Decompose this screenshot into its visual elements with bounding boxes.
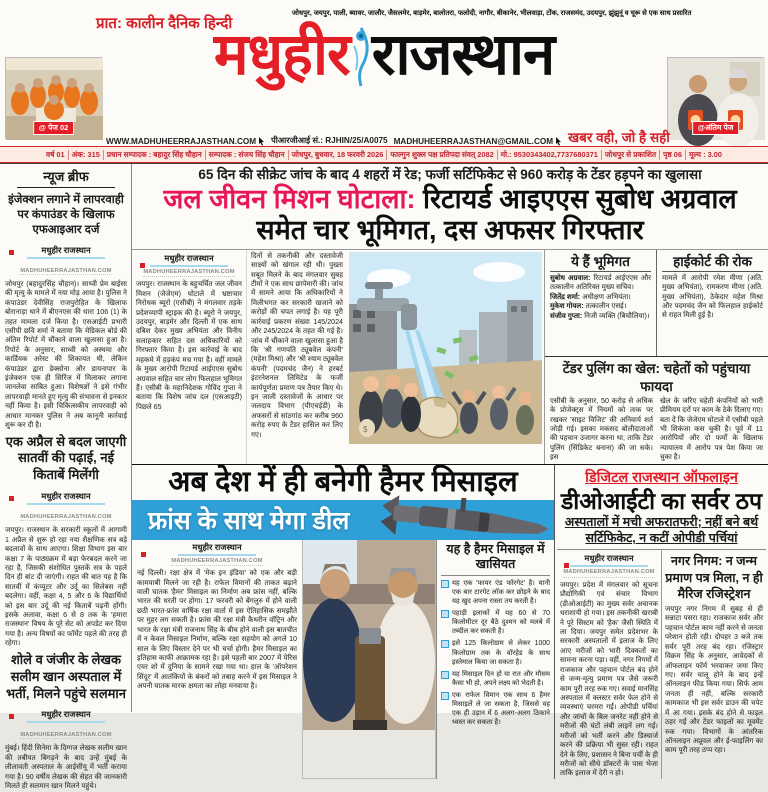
scam-cartoon <box>347 250 544 464</box>
brief-1-headline: इंजेक्शन लगाने में लापरवाही पर कंपाउंडर के खिलाफ एफआइआर दर्ज <box>8 194 124 236</box>
missile-text-column <box>132 540 302 779</box>
svg-text:$: $ <box>363 424 368 434</box>
byline-name: मधुहीर राजस्थान <box>27 245 104 259</box>
info-date: जोधपुर, बुधवार, 18 फरवरी 2026 <box>289 150 388 160</box>
byline-red-square <box>9 496 14 501</box>
feature-item: यह मिसाइल दिन हो या रात और मौसम कैसा भी हो, अपने लक्ष्य को भेदती है। <box>441 670 550 688</box>
left-photo-page-badge: @ पेज 02 <box>33 121 75 135</box>
masthead-subline <box>106 124 670 146</box>
byline-name: मधुहीर राजस्थान <box>178 542 255 556</box>
byline <box>5 704 127 741</box>
main-story-column-2 <box>246 250 347 464</box>
byline-site: MADHUHEERRAJASTHAN.COM <box>20 267 112 274</box>
website-text: WWW.MADHUHEERRAJASTHAN.COM <box>106 137 265 146</box>
byline-site: MADHUHEERRAJASTHAN.COM <box>20 732 112 739</box>
byline-red-square <box>9 250 14 255</box>
brief-article-1 <box>5 190 127 431</box>
missile-subheadline: फ्रांस के साथ मेगा डील <box>148 506 350 535</box>
bottom-section <box>132 464 768 779</box>
slogan: खबर वही, जो है सही <box>568 130 670 145</box>
main-story-body-row <box>132 249 768 464</box>
brief-article-2 <box>5 431 127 649</box>
highcourt-box-title: हाईकोर्ट की रोक <box>662 252 763 272</box>
byline <box>5 486 127 523</box>
doit-kicker: डिजिटल राजस्थान ऑफलाइन <box>585 469 738 486</box>
byline-name: मधुहीर राजस्थान <box>27 709 104 723</box>
byline-site: MADHUHEERRAJASTHAN.COM <box>171 558 262 567</box>
masthead-tagline: प्रात: कालीन दैनिक हिन्दी <box>96 15 233 32</box>
missile-features-box <box>436 540 554 779</box>
news-brief-sidebar <box>0 164 132 791</box>
byline-name: मधुहीर राजस्थान <box>570 553 647 567</box>
tender-pooling-box <box>545 356 768 464</box>
byline-red-square <box>140 263 145 268</box>
main-story-column-1 <box>132 250 246 464</box>
hammer-missile-illustration <box>371 496 556 548</box>
info-editor: सम्पादक : संजय सिंह चौहान <box>206 150 289 160</box>
leaders-meeting-photo-illustration <box>303 540 435 730</box>
byline-site: MADHUHEERRAJASTHAN.COM <box>20 514 112 521</box>
brief-3-headline: शोले व जंजीर के लेखक सलीम खान अस्पताल में भर्ती, मिलने पहुंचे सलमान <box>5 651 127 701</box>
info-chief-editor: प्रधान सम्पादक : बहादुर सिंह चौहान <box>104 150 206 160</box>
main-story-kicker: 65 दिन की सीक्रेट जांच के बाद 4 शहरों में रेड; फर्जी सर्टिफिकेट से 960 करोड़ के टेंडर हड़पने का खुलासा <box>198 167 702 182</box>
info-published-from: जोधपुर से प्रकाशित <box>602 150 660 160</box>
info-price: मूल्य : 3.00 <box>688 149 723 159</box>
underground-item: मुकेश गोयल: तत्कालीन एसई। <box>550 302 627 311</box>
features-title: यह है हैमर मिसाइल में खासियत <box>441 542 550 576</box>
brief-2-body: जयपुर। राजस्थान के सरकारी स्कूलों में आगामी 1 अप्रैल से शुरू हो रहा नया शैक्षणिक सत्र बड़े बदलावों के साथ आएगा। शिक्षा विभाग इस बार कक्षा 7 के पाठ्यक्रम में बड़ा फेरबदल करने जा रहा है, जिसकी संशोधित पुस्तकें सत्र के पहले दिन ही बांट दी जाएंगी। राहत की बात यह है कि सातवीं में कंप्यूटर और उर्दू का सिलेबस नहीं बदलेगा। वहीं, कक्षा 4, 5 और 6 के विद्यार्थियों को इस बार उर्दू की नई किताबें पढ़नी होंगी। इसके अलावा, कक्षा 6 से 8 तक के 'हमारा राजस्थान' विषय के पूरे सेट को अपडेट कर दिया गया है। अन्य विषयों का फॉर्मेट पहले की तरह ही रहेगा। <box>5 526 127 648</box>
edition-info-bar <box>0 146 768 163</box>
tender-col-1: एसीबी के अनुसार, 50 करोड़ से अधिक के प्रोजेक्ट्स में नियमों को ताक पर रखकर 'साइट विजिट' की अनिवार्य शर्त जोड़ी गई। इसका मकसद बोलीदाताओं की पहचान उजागर करना था, ताकि टेंडर पुलिंग (सिंडिकेट बनाना) की जा सके। इस <box>550 396 653 462</box>
brief-article-3 <box>5 649 127 792</box>
missile-headline: अब देश में ही बनेगी हैमर मिसाइल <box>168 465 518 498</box>
info-issue: अंक: 315 <box>69 150 104 160</box>
info-mobile: मो.: 9530343402,7737680371 <box>498 150 602 160</box>
highcourt-box-body: मामले में आरोपी रमेश मीणा (अति. मुख्य अभियंता), रामकरण मीणा (अति. मुख्य अभियंता), ठेकेदार महेश मिश्रा और पदमचंद जैन को फिलहाल हाईकोर्ट से राहत मिली हुई है। <box>662 273 763 320</box>
info-samvat: फाल्गुन शुक्ल पक्ष प्रतिपदा संवत् 2082 <box>387 150 497 160</box>
underground-item: सुबोध अग्रवाल: रिटायर्ड आईएएस और तत्कालीन अतिरिक्त मुख्य सचिव। <box>550 273 651 292</box>
info-volume: वर्ष 01 <box>43 150 69 160</box>
underground-item: जितेंद्र शर्मा: अधीक्षण अभियंता। <box>550 292 631 301</box>
masthead <box>0 0 768 164</box>
byline <box>5 240 127 277</box>
right-photo-page-badge: @अंतिम पेज <box>692 121 740 135</box>
doit-column-1 <box>557 550 661 778</box>
news-brief-header: न्यूज ब्रीफ <box>17 166 115 188</box>
main-story-col1-text: जयपुर। राजस्थान के बहुचर्चित जल जीवन मिशन (जेजेएम) घोटाले में भ्रष्टाचार निरोधक ब्यूरो (एसीबी) ने मंगलवार तड़के प्रदेशव्यापी स्ट्राइक की है। ब्यूरो ने जयपुर, उदयपुर, बाड़मेर और दिल्ली में एक साथ दबिश देकर मुख्य अभियंता और विनीय सलाहकार सहित दस अधिकारियों को गिरफ्तार किया है। इस कार्रवाई के बाद महकमे में हड़कंप मच गया है। वहीं मामले के मुख्य आरोपी रिटायर्ड आईएएस सुबोध अग्रवाल सहित चार लोग फिलहाल भूमिगत हैं। एसीबी के महानिदेशक गोविंद गुप्ता ने बताया कि विशेष जांच दल (एसआइटी) पिछले 65 <box>136 280 242 411</box>
registration-number: पीआरजीआई सं.: RJHIN/25/A0075 <box>271 136 388 145</box>
tender-box-title: टेंडर पुलिंग का खेल: चहेतों को पहुंचाया फायदा <box>562 360 751 394</box>
side-box-row <box>545 250 768 356</box>
feature-item: यह एक 'फायर एंड फॉरगेट' है। यानी एक बार टारगेट लॉक कर छोड़ने के बाद यह खुद अपना रास्ता तय करती है। <box>441 579 550 606</box>
byline <box>560 553 658 578</box>
feature-item: एक राफेल विमान एक साथ 6 हैमर मिसाइलें ले जा सकता है, जिससे वह एक ही उड़ान में 6 अलग-अलग ठिकाने ध्वस्त कर सकता है। <box>441 691 550 727</box>
tender-box-columns <box>550 397 763 463</box>
underground-box <box>545 250 656 356</box>
masthead-right-photo <box>667 57 764 139</box>
headline-black-part: रिटायर्ड आइएएस सुबोध अग्रवाल समेत चार भूमिगत, दस अफसर गिरफ्तार <box>256 184 737 245</box>
water-tap-scam-cartoon-illustration <box>349 252 542 444</box>
underground-item: संजीव गुप्ता: निजी व्यक्ति (बिचौलिया)। <box>550 311 650 320</box>
brief-2-headline: एक अप्रैल से बदल जाएगी सातवीं की पढ़ाई, नई किताबें मिलेंगी <box>5 433 127 483</box>
email-text: MADHUHEERRAJASTHAN@GMAIL.COM <box>394 137 562 146</box>
feature-item: पहाड़ी इलाकों में यह 60 से 70 किलोमीटर दूर बैठे दुश्मन को मलबे में तब्दील कर सकती है। <box>441 609 550 636</box>
nagar-nigam-title: नगर निगम: न जन्म प्रमाण पत्र मिला, न ही मैरिज रजिस्ट्रेशन <box>665 554 763 601</box>
newspaper-title-red: मधुहीर <box>213 22 350 87</box>
main-story-side-boxes <box>544 250 768 464</box>
doit-headline: डीओआईटी का सर्वर ठप <box>560 487 763 514</box>
doit-columns <box>557 550 766 778</box>
doit-col1-text: जयपुर। प्रदेश में मंगलवार को सूचना प्रौद्योगिकी एवं संचार विभाग (डीओआईटी) का मुख्य सर्वर अचानक धराशायी हो गया। इस तकनीकी खराबी ने पूरे सिस्टम को 'हैक' जैसी स्थिति में ला दिया। जयपुर समेत प्रदेशभर के सरकारी अस्पतालों में इलाज के लिए आए मरीजों को भारी दिक्कतों का सामना करना पड़ा। वहीं, नगर निगमों में राजकाज और पहचान पोर्टल बंद होने से जन्म-मृत्यु प्रमाण पत्र जैसे जरूरी काम पूरी तरह रुक गए। सवाई मानसिंह अस्पताल में क्लस्टर सर्वर फेल होने से व्यवस्थाएं चरमरा गईं। ओपीडी पर्चियां और जांचों के बिल जनरेट नहीं होने से मरीजों की घंटों लंबी लाइनें लग गईं। मरीजों को भर्ती करने और डिस्चार्ज करने की प्रक्रिया भी सुस्त रही। राहत देने के लिए, प्रशासन ने बिना पर्ची के ही मरीजों को सीधे डॉक्टरों के पास भेजा ताकि इलाज में देरी न हो। <box>560 580 658 778</box>
info-pages: पृष्ठ 06 <box>660 150 686 160</box>
doit-column-2 <box>661 550 766 778</box>
main-story-col2-text: दिनों से तकनीकी और दस्तावेजी साक्ष्यों को खंगाल रही थी। पुख्ता सबूत मिलने के बाद मंगलवार सुबह टीमों ने एक साथ छापेमारी की। जांच में सामने आया कि अधिकारियों ने मिलीभगत कर सरकारी खजाने को करोड़ों की चपत लगाई है। यह पूरी कार्रवाई प्रकरण संख्या 145/2024 और 245/2024 के तहत की गई है। जांच में चौंकाने वाला खुलासा हुआ है कि 'श्री गणपति ट्यूबवेल कंपनी' (महेश मिश्रा) और 'श्री श्याम ट्यूबवेल कंपनी' (पदमचंद जैन) ने हरबर्ट इंटरनेशनल लिमिटेड के फर्जी कार्यपूर्णता प्रमाण पत्र तैयार किए थे। इन जाली दस्तावेजों के आधार पर जलदाय विभाग (पीएचईडी) के अफसरों से सांठगांठ कर करीब 960 करोड़ रुपए के टेंडर हासिल कर लिए गए। <box>251 251 343 439</box>
doit-subheadline: अस्पतालों में मची अफरातफरी; नहीं बने बर्थ सर्टिफिकेट, न कटीं ओपीडी पर्चियां <box>557 514 766 551</box>
byline-site: MADHUHEERRAJASTHAN.COM <box>143 269 234 278</box>
byline <box>137 542 297 567</box>
brief-3-body: मुंबई। हिंदी सिनेमा के दिग्गज लेखक सलीम खान की तबीयत बिगड़ने के बाद उन्हें मुंबई के लीलावती अस्पताल के आईसीयू में भर्ती कराया गया है। 90 वर्षीय लेखक की सेहत की जानकारी मिलते ही सलमान खान मिलने पहुंचे। <box>5 744 127 791</box>
brief-1-body: जोधपुर (बहादुरसिंह चौहान)। साध्वी प्रेम बाईसा की मृत्यु के मामले में नया मोड़ आया है। पुलिस ने कंपाउंडर देवीसिंह राजपुरोहित के खिलाफ बोरानाड़ा थाने में बीएनएस की धारा 106 (1) के तहत मामला दर्ज किया है। एसआईटी प्रभारी एसीपी छवि शर्मा ने बताया कि मेडिकल बोर्ड की अंतिम रिपोर्ट में चौंकाने वाला खुलासा हुआ है। रिपोर्ट के अनुसार, साध्वी को अस्थमा और कार्डियक अरेस्ट की शिकायत थी, लेकिन कंपाउंडर द्वारा डेक्सोना और डायनापार के इंजेक्शन एक ही सिरिंज में मिलाकर लगाना जानलेवा साबित हुआ। विशेषज्ञों ने इसे गंभीर लापरवाही मानते हुए मृत्यु की संभावना से इनकार नहीं किया है। इसी चिकित्सकीय लापरवाही को आधार मानकर पुलिस ने अब कानूनी कार्रवाई शुरू कर दी है। <box>5 279 127 430</box>
masthead-cities-line: जोधपुर, जयपुर, पाली, ब्यावर, जालौर, जैसलमेर, बाड़मेर, बालोतरा, फलोदी, नागौर, बीकानेर, भीलवाड़ा, टोंक, राजसमंद, उदयपुर, झुंझुनूं व चूरू से एक साथ प्रसारित <box>292 10 692 17</box>
byline-red-square <box>564 563 569 568</box>
main-area <box>132 164 768 778</box>
cursor-icon <box>555 137 562 146</box>
page-body <box>0 164 768 791</box>
feature-item: इसे 125 किलोग्राम से लेकर 1000 किलोग्राम तक के वॉरहेड के साथ इस्तेमाल किया जा सकता है। <box>441 639 550 666</box>
missile-body-text: नई दिल्ली। रक्षा क्षेत्र में 'मेक इन इंडिया' को एक और बड़ी कामयाबी मिलने जा रही है। राफेल विमानों की ताकत बढ़ाने वाली घातक 'हैमर' मिसाइल का निर्माण अब फ्रांस नहीं, बल्कि भारत की धरती पर होगा। 17 फरवरी को बेंगलुरु में होने वाली छठी भारत-फ्रांस वार्षिक रक्षा वार्ता में इस ऐतिहासिक समझौते पर मुहर लग सकती है। फ्रांस की रक्षा मंत्री कैथरीन वॉट्रिन और भारत के रक्षा मंत्री राजनाथ सिंह के बीच होने वाली इस बातचीत में न केवल मिसाइल निर्माण, बल्कि रक्षा सहयोग को अगले 10 साल के लिए विस्तार देने पर भी चर्चा होगी। हैमर मिसाइल का इतिहास काफी आक्रामक रहा है। इसे पहली बार 2007 में पेरिस एयर शो में दुनिया के सामने रखा गया था। हाल के 'ऑपरेशन सिंदूर' में आतंकियों के बंकरों को तबाह करने में इस मिसाइल ने अपनी घातक मारक क्षमता का लोहा मनवाया है। <box>137 569 297 691</box>
newspaper-title-black: राजस्थान <box>371 22 555 87</box>
highcourt-box <box>656 250 768 356</box>
underground-box-title: ये हैं भूमिगत <box>550 252 651 272</box>
tender-col-2: खेल के जरिए चहेती कंपनियों को भारी प्रीमियम दरों पर काम के ठेके दिलाए गए। बता दें कि जेजेएम घोटाले में एसीबी पहले भी शिकंजा कस चुकी है। पूर्व में 11 आरोपियों और दो फर्मों के खिलाफ न्यायालय में आरोप पत्र पेश किया जा चुका है। <box>660 396 764 462</box>
cursor-icon <box>258 137 265 146</box>
byline-red-square <box>141 552 146 557</box>
headline-red-part: जल जीवन मिशन घोटाला: <box>163 184 416 215</box>
main-story-headline <box>132 184 768 249</box>
doit-story <box>554 465 768 779</box>
missile-subheadline-band <box>132 500 554 540</box>
missile-content <box>132 540 554 779</box>
doit-col2-text: जयपुर नगर निगम में सुबह से ही सन्नाटा पसरा रहा। राजकाज सर्वर और पहचान पोर्टल काम नहीं करने से जनता परेशान होती रही। दोपहर 3 बजे तक सर्वर पूरी तरह बंद रहा। रजिस्ट्रार विक्रम सिंह के अनुसार, आवेदकों से ऑफलाइन फॉर्म भरवाकर जमा किए गए। सर्वर चालू होने के बाद इन्हें ऑनलाइन फीड किया गया। सिर्फ आम जनता ही नहीं, बल्कि सरकारी कामकाज भी इस सर्वर डाउन की चपेट में आ गया। इसके बंद होने से फाइल ठहर गईं और टेंडर फाइलों का मूवमेंट रुक गया। विभागों के आंतरिक ऑनलाइन अप्रूवल और ई-फाइलिंग का काम पूरी तरह ठप्प रहा। <box>665 605 763 755</box>
leaders-photo <box>302 540 436 779</box>
byline-red-square <box>9 714 14 719</box>
byline-name: मधुहीर राजस्थान <box>27 491 104 505</box>
missile-story <box>132 465 554 779</box>
masthead-left-photo <box>5 57 102 139</box>
byline <box>136 253 242 278</box>
byline-name: मधुहीर राजस्थान <box>150 253 227 267</box>
byline-site: MADHUHEERRAJASTHAN.COM <box>563 569 654 578</box>
